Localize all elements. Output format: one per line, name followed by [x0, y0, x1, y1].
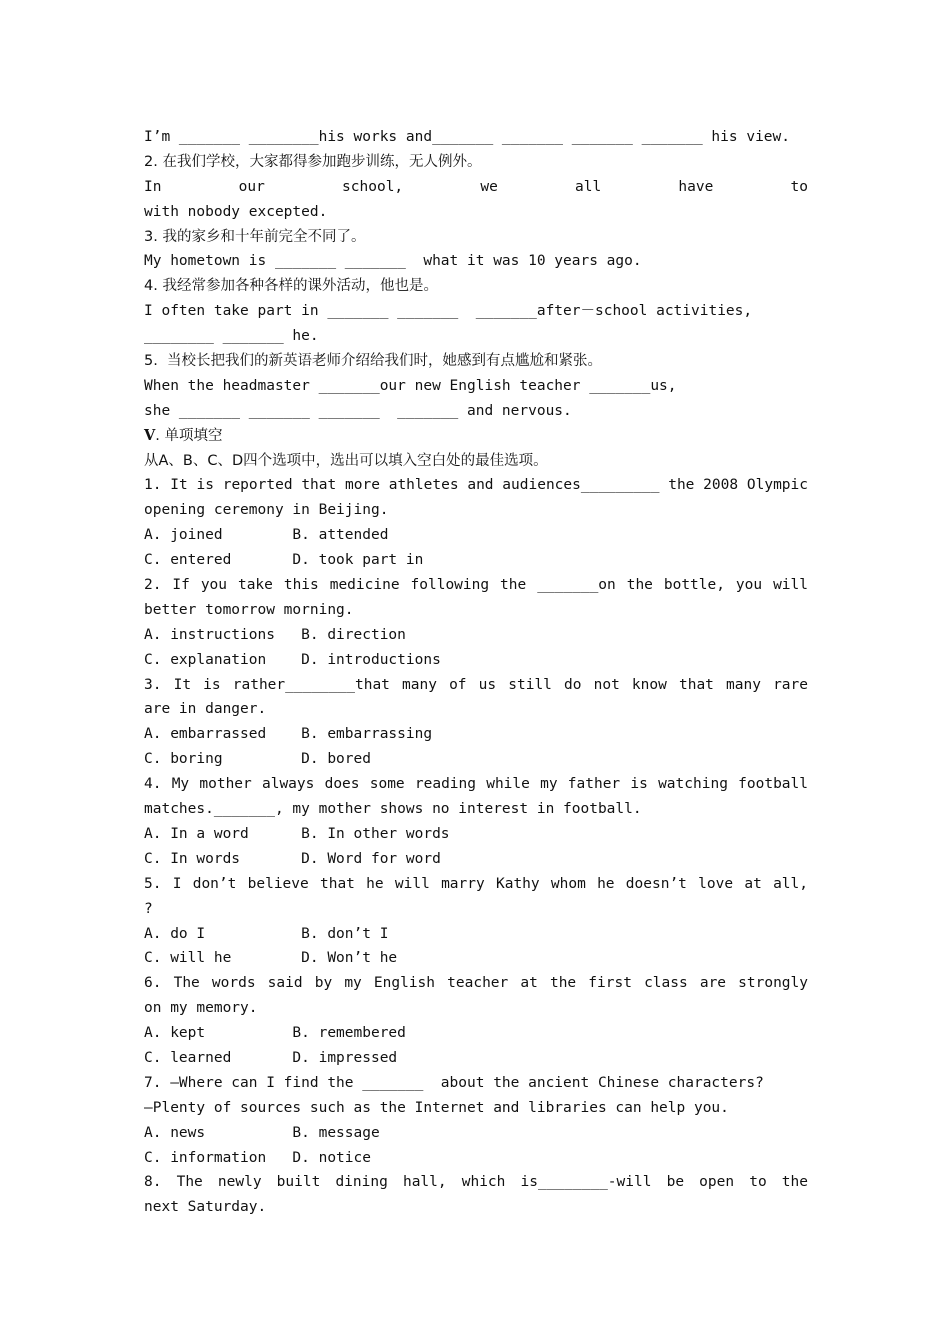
section-title: . 单项填空	[155, 427, 223, 444]
mc4-stem-2: matches._______, my mother shows no interest in football.	[144, 801, 642, 818]
mc3-options-ab: A. embarrassed B. embarrassing	[144, 726, 433, 743]
mc1-options-cd: C. entered D. took part in	[144, 552, 424, 569]
mc2-stem: 2. If you take this medicine following the _______on the bottle, you will	[144, 577, 808, 594]
mc4-options-ab: A. In a word B. In other words	[144, 825, 450, 842]
mc4-stem: 4. My mother always does some reading while my father is watching football	[144, 776, 808, 793]
mc8-stem: 8. The newly built dining hall, which is________-will be open to the	[144, 1174, 808, 1191]
mc5-options-cd: C. will he D. Won’t he	[144, 950, 398, 967]
q2-answer-line: In our school, we all have to	[144, 178, 808, 195]
mc5-options-ab: A. do I B. don’t I	[144, 925, 389, 942]
q5-answer-line: When the headmaster _______our new English teacher _______us,	[144, 377, 677, 394]
q5-answer-line-2: she _______ _______ _______ _______ and nervous.	[144, 402, 572, 419]
mc4-options-cd: C. In words D. Word for word	[144, 850, 441, 867]
q4-chinese-prompt: 4. 我经常参加各种各样的课外活动，他也是。	[144, 278, 438, 295]
mc1-stem: 1. It is reported that more athletes and audiences_________ the 2008 Olympic	[144, 477, 808, 494]
mc7-stem-2: —Plenty of sources such as the Internet and libraries can help you.	[144, 1099, 729, 1116]
q2-answer-line-2: with nobody excepted.	[144, 203, 328, 220]
mc8-stem-2: next Saturday.	[144, 1199, 267, 1216]
mc2-options-cd: C. explanation D. introductions	[144, 651, 441, 668]
mc6-stem: 6. The words said by my English teacher at the first class are strongly	[144, 975, 808, 992]
mc5-stem: 5. I don’t believe that he will marry Kathy whom he doesn’t love at all,	[144, 875, 808, 892]
q5-chinese-prompt: 5. 当校长把我们的新英语老师介绍给我们时，她感到有点尴尬和紧张。	[144, 353, 603, 370]
mc2-options-ab: A. instructions B. direction	[144, 626, 406, 643]
mc5-stem-2: ?	[144, 900, 153, 917]
q4-answer-line-2: ________ _______ he.	[144, 328, 319, 345]
mc1-stem-2: opening ceremony in Beijing.	[144, 502, 389, 519]
mc2-stem-2: better tomorrow morning.	[144, 601, 354, 618]
mc6-options-cd: C. learned D. impressed	[144, 1049, 398, 1066]
q1-answer-line: I’m _______ ________his works and_______ _______ _______ _______ his view.	[144, 129, 791, 145]
q2-chinese-prompt: 2. 在我们学校，大家都得参加跑步训练，无人例外。	[144, 153, 482, 170]
mc3-stem-2: are in danger.	[144, 701, 267, 718]
q3-chinese-prompt: 3. 我的家乡和十年前完全不同了。	[144, 228, 366, 245]
mc7-options-cd: C. information D. notice	[144, 1149, 371, 1166]
mc3-options-cd: C. boring D. bored	[144, 751, 371, 768]
section-heading	[144, 424, 808, 449]
mc7-stem: 7. —Where can I find the _______ about the ancient Chinese characters?	[144, 1074, 764, 1091]
section-instruction: 从A、B、C、D四个选项中，选出可以填入空白处的最佳选项。	[144, 452, 548, 469]
mc3-stem: 3. It is rather________that many of us still do not know that many rare	[144, 676, 808, 693]
worksheet-page	[144, 125, 808, 1220]
q4-answer-line: I often take part in _______ _______ _______after－school activities,	[144, 303, 753, 320]
mc6-stem-2: on my memory.	[144, 1000, 258, 1017]
section-numeral: Ⅴ	[144, 426, 156, 444]
mc6-options-ab: A. kept B. remembered	[144, 1025, 406, 1042]
mc7-options-ab: A. news B. message	[144, 1124, 380, 1141]
mc1-options-ab: A. joined B. attended	[144, 527, 389, 544]
q3-answer-line: My hometown is _______ _______ what it was 10 years ago.	[144, 253, 642, 270]
